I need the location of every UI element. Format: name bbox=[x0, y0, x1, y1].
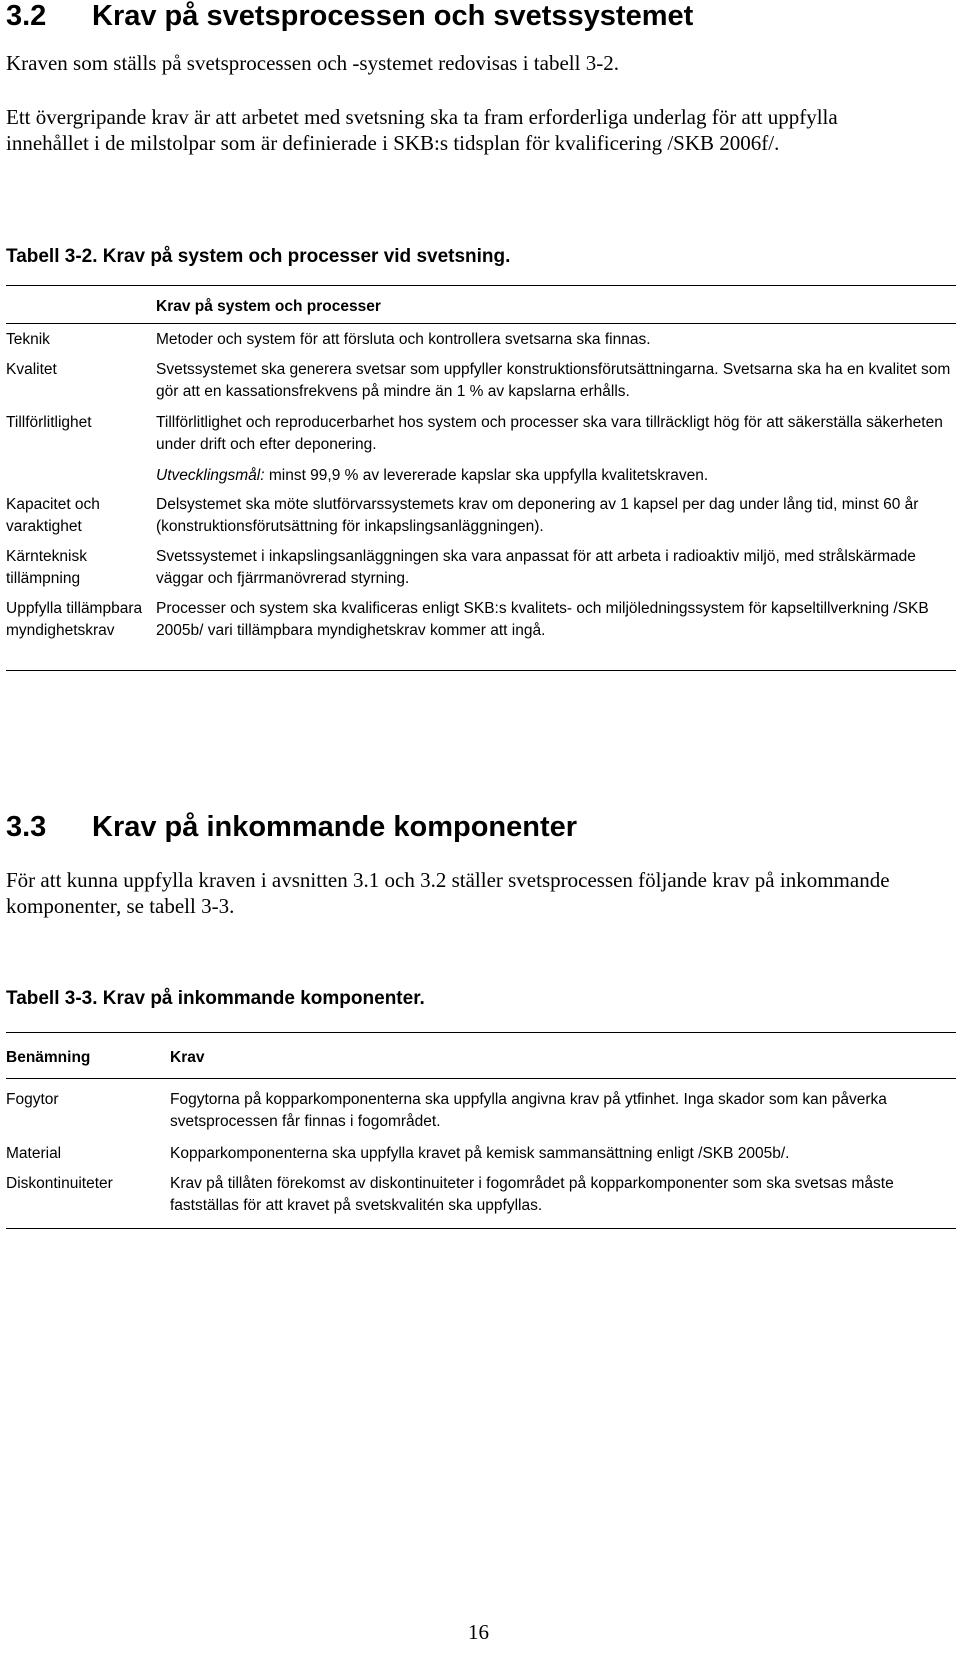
table-bottom-rule bbox=[6, 670, 956, 671]
row-label-diskontinuiteter: Diskontinuiteter bbox=[6, 1175, 113, 1192]
row-label-fogytor: Fogytor bbox=[6, 1091, 59, 1108]
table-top-rule bbox=[6, 1032, 956, 1033]
table-top-rule bbox=[6, 285, 956, 286]
section-heading-3-2 bbox=[6, 0, 693, 33]
table-bottom-rule bbox=[6, 1228, 956, 1229]
row-text-myndighetskrav: Processer och system ska kvalificeras enligt SKB:s kvalitets- och miljöledningssystem för kapseltillverkning /SKB 2005b/ vari tillämpbara myndighetskrav kommer att ingå. bbox=[156, 600, 929, 639]
table-caption-3-2: Tabell 3-2. Krav på system och processer vid svetsning. bbox=[6, 246, 511, 267]
table-3-3 bbox=[6, 1032, 956, 1232]
table-3-2 bbox=[6, 285, 956, 675]
table-header-rule bbox=[6, 1078, 956, 1079]
row-text-fogytor: Fogytorna på kopparkomponenterna ska uppfylla angivna krav på ytfinhet. Inga skador som kan påverka svetsprocessen får finnas i fogområdet. bbox=[170, 1091, 887, 1130]
table-header-krav: Krav bbox=[170, 1049, 205, 1066]
section-title: Krav på inkommande komponenter bbox=[92, 811, 578, 843]
row-text-diskontinuiteter: Krav på tillåten förekomst av diskontinuiteter i fogområdet på kopparkomponenter som ska svetsas måste fastställas för att kravet på svetskvalitén ska uppfyllas. bbox=[170, 1175, 894, 1214]
table-header-benamning: Benämning bbox=[6, 1049, 91, 1066]
intro-paragraph: Kraven som ställs på svetsprocessen och -systemet redovisas i tabell 3-2. bbox=[6, 51, 619, 75]
row-label-kapacitet: Kapacitet och varaktighet bbox=[6, 496, 100, 535]
row-text-tillforlitlighet: Tillförlitlighet och reproducerbarhet hos system och processer ska vara tillräckligt hög för att säkerställa säkerheten under drift och efter deponering. bbox=[156, 414, 943, 453]
row-text-material: Kopparkomponenterna ska uppfylla kravet på kemisk sammansättning enligt /SKB 2005b/. bbox=[170, 1145, 790, 1162]
row-label-kvalitet: Kvalitet bbox=[6, 361, 57, 378]
table-header-rule bbox=[6, 323, 956, 324]
italic-prefix: Utvecklingsmål: bbox=[156, 467, 265, 484]
row-text-utvecklingsmal: Utvecklingsmål: minst 99,9 % av levererade kapslar ska uppfylla kvalitetskraven. bbox=[156, 467, 709, 484]
row-text-teknik: Metoder och system för att försluta och kontrollera svetsarna ska finnas. bbox=[156, 331, 651, 348]
row-label-myndighetskrav: Uppfylla tillämpbara myndighetskrav bbox=[6, 600, 143, 639]
body-paragraph-3-3: För att kunna uppfylla kraven i avsnitten 3.1 och 3.2 ställer svetsprocessen följande krav på inkommande komponenter, se tabell 3-3. bbox=[6, 868, 890, 918]
section-number: 3.2 bbox=[6, 0, 47, 32]
section-number: 3.3 bbox=[6, 811, 47, 843]
row-label-tillforlitlighet: Tillförlitlighet bbox=[6, 414, 92, 431]
row-text-kapacitet: Delsystemet ska möte slutförvarssystemets krav om deponering av 1 kapsel per dag under lång tid, minst 60 år (konstruktionsförutsättning för inkapslingsanläggningen). bbox=[156, 496, 919, 535]
row-text-karnteknisk: Svetssystemet i inkapslingsanläggningen ska vara anpassat för att arbeta i radioaktiv miljö, med strålskärmade väggar och fjärrmanövrerad styrning. bbox=[156, 548, 916, 587]
row-text-kvalitet: Svetssystemet ska generera svetsar som uppfyller konstruktionsförutsättningarna. Svetsarna ska ha en kvalitet som gör att en kassationsfrekvens på mindre än 1 % av kapslarna erhålls. bbox=[156, 361, 951, 400]
body-paragraph: Ett övergripande krav är att arbetet med svetsning ska ta fram erforderliga underlag för att uppfylla innehållet i de milstolpar som är definierade i SKB:s tidsplan för kvalificering /SKB 2006f/. bbox=[6, 105, 838, 155]
table-header-krav: Krav på system och processer bbox=[156, 298, 381, 315]
row-label-karnteknisk: Kärnteknisk tillämpning bbox=[6, 548, 87, 587]
table-caption-3-3: Tabell 3-3. Krav på inkommande komponenter. bbox=[6, 988, 425, 1009]
page-number: 16 bbox=[468, 1620, 489, 1644]
section-heading-3-3 bbox=[6, 811, 577, 844]
row-label-material: Material bbox=[6, 1145, 62, 1162]
section-title: Krav på svetsprocessen och svetssystemet bbox=[92, 0, 694, 32]
row-label-teknik: Teknik bbox=[6, 331, 50, 348]
